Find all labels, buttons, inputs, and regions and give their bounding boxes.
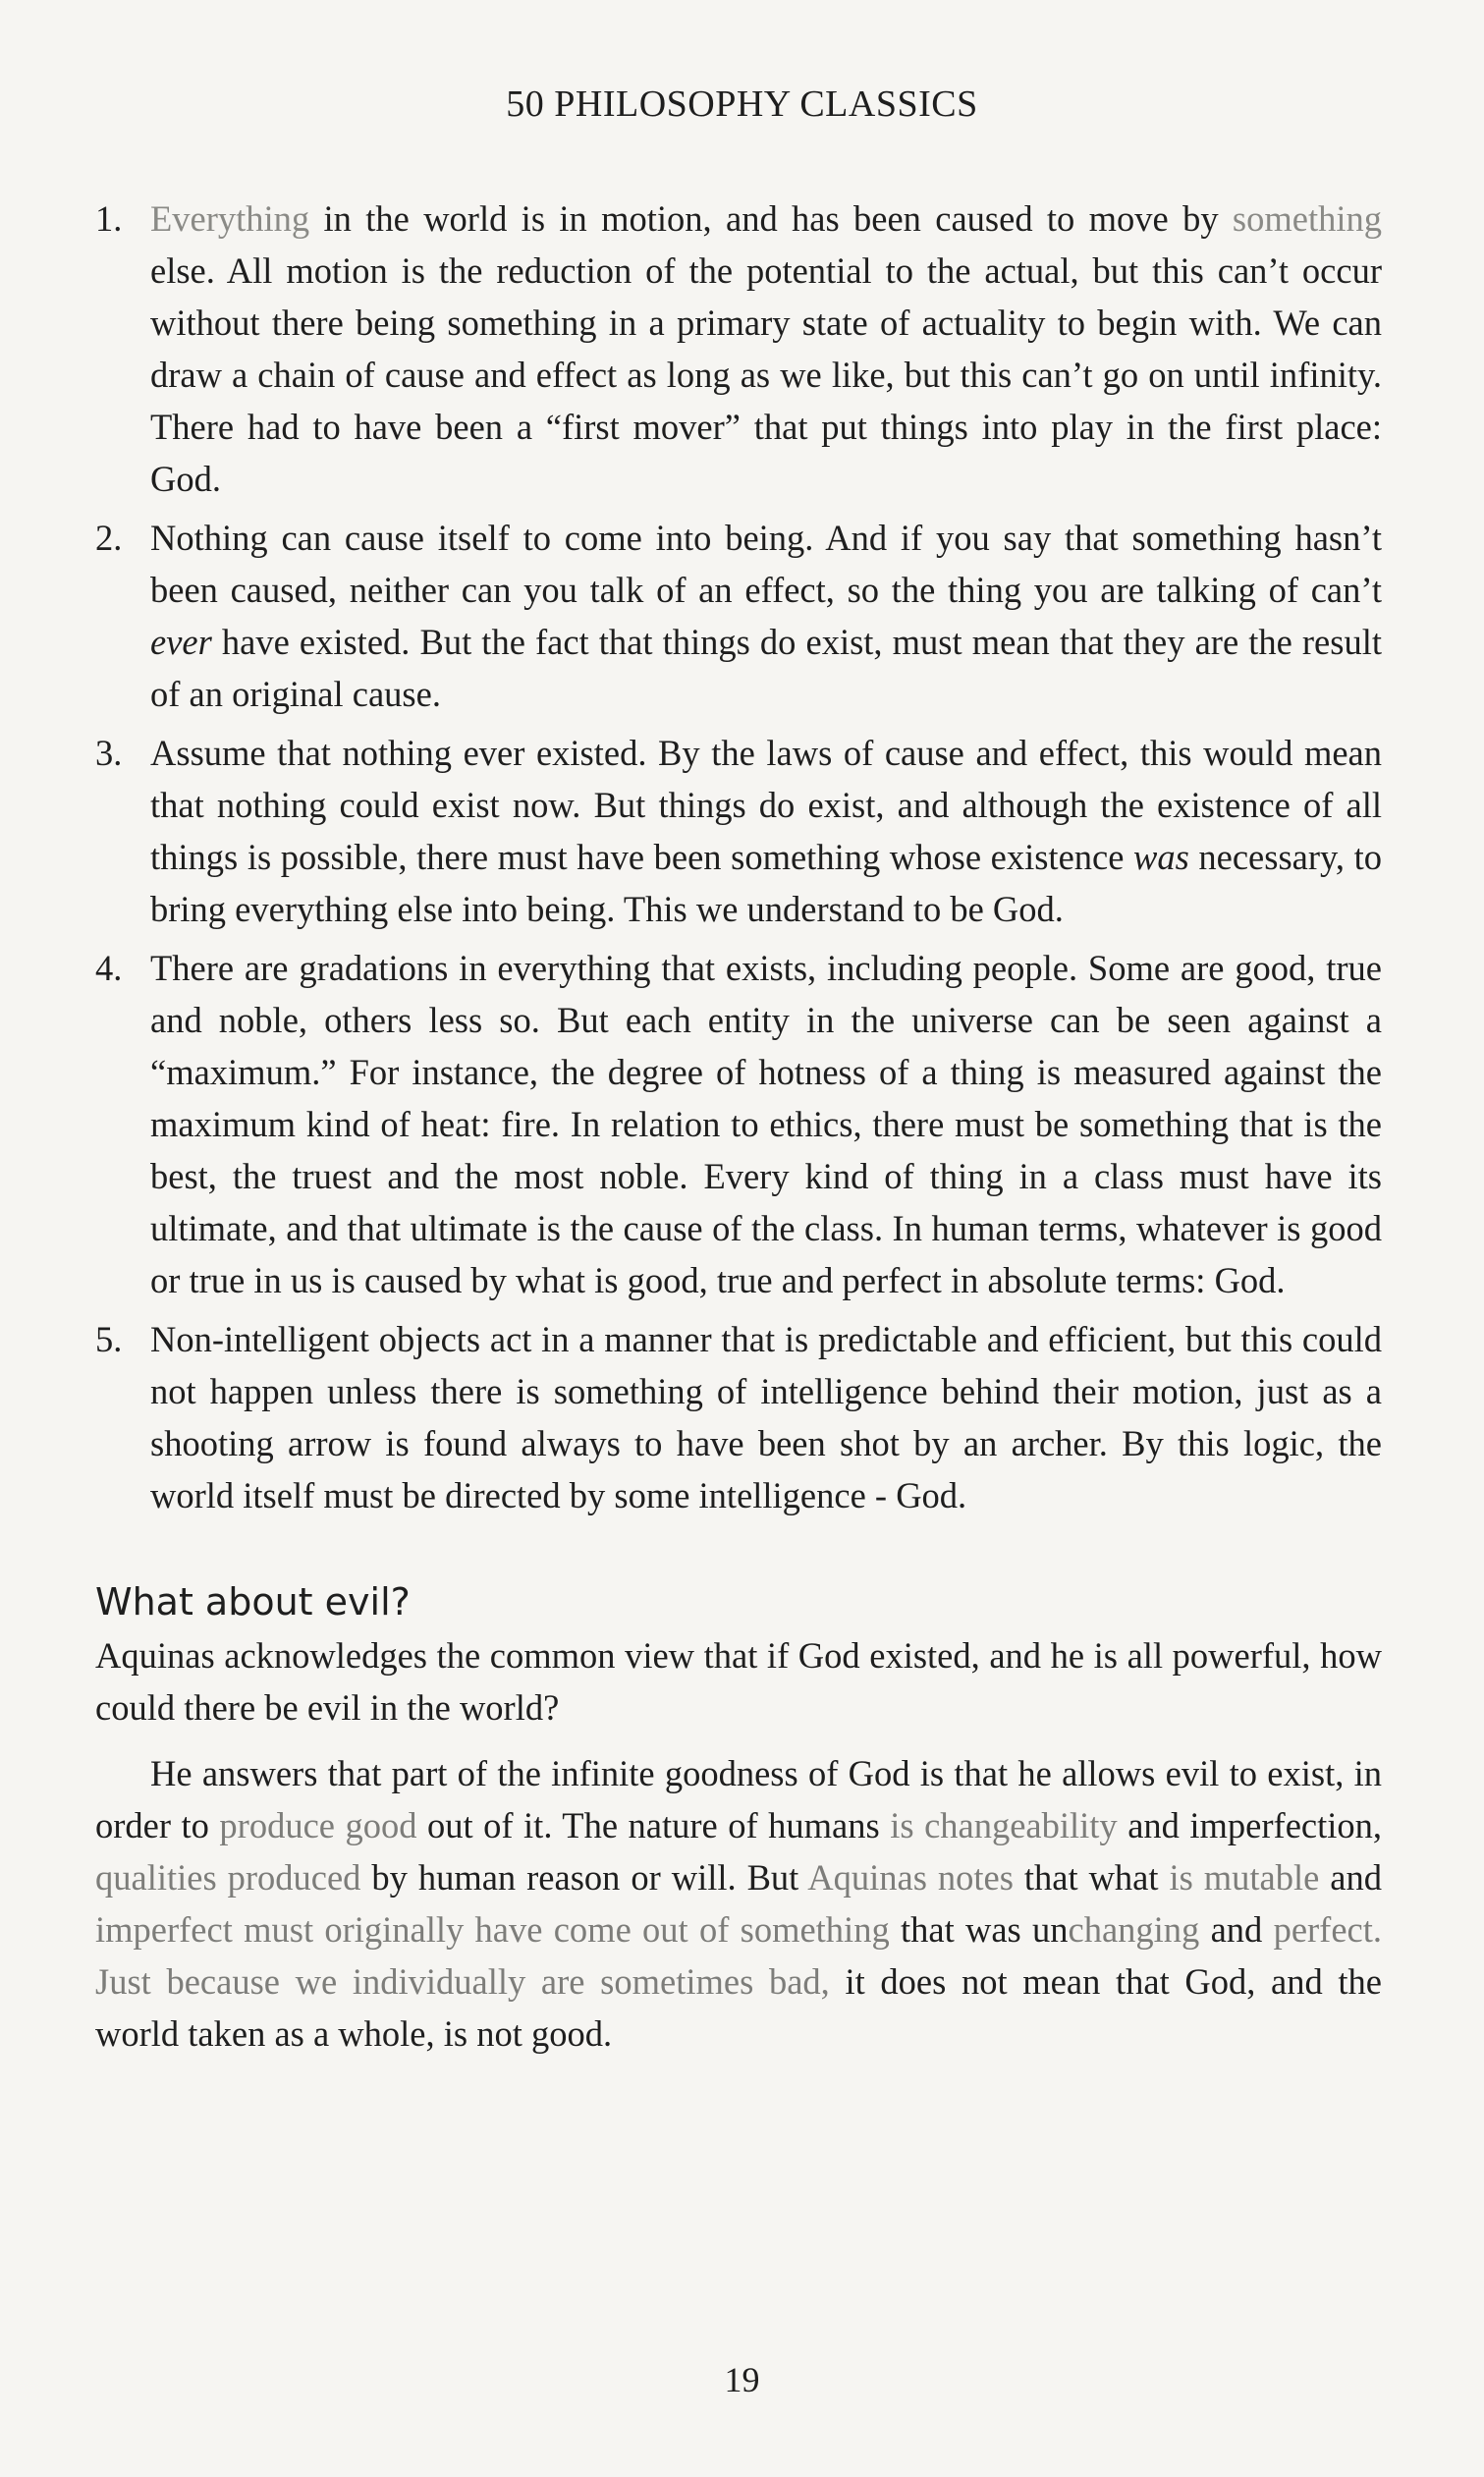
paragraph-text: and <box>1319 1857 1382 1898</box>
faded-text: Everything <box>150 198 310 239</box>
list-item-text: Nothing can cause itself to come into being. And if you say that something hasn’t been caused, neither can you talk of an effect, so the thing you are talking of can’t <box>150 518 1382 610</box>
list-item <box>95 512 1382 720</box>
list-item-number: 4. <box>95 948 123 988</box>
faded-text: qualities produced <box>95 1857 361 1898</box>
faded-text: perfect. Just because we individually are sometimes bad, <box>95 1909 1382 2002</box>
list-item <box>95 193 1382 505</box>
emphasis: ever <box>150 622 212 662</box>
list-item-text: Assume that nothing ever existed. By the laws of cause and effect, this would mean that nothing could exist now. But things do exist, and although the existence of all things is possible, there must have been something whose existence <box>150 733 1382 877</box>
faded-text: produce good <box>219 1805 417 1845</box>
list-item-number: 1. <box>95 198 123 239</box>
paragraph <box>95 1747 1382 2060</box>
emphasis: was <box>1133 837 1189 877</box>
paragraph-text: that what <box>1013 1857 1170 1898</box>
page-body <box>95 193 1382 2060</box>
paragraph-text: and imperfection, <box>1117 1805 1382 1845</box>
list-item-number: 5. <box>95 1319 123 1359</box>
list-item <box>95 1313 1382 1521</box>
list-item-number: 3. <box>95 733 123 773</box>
faded-text: changing <box>1068 1909 1200 1950</box>
list-item <box>95 942 1382 1306</box>
paragraph-text: and <box>1199 1909 1274 1950</box>
faded-text: Aquinas notes <box>807 1857 1014 1898</box>
section-heading: What about evil? <box>95 1580 411 1624</box>
list-item-text: in the world is in motion, and has been caused to move by <box>309 198 1233 239</box>
paragraph-text: out of it. The nature of humans <box>416 1805 891 1845</box>
list-item-text: have existed. But the fact that things do exist, must mean that they are the result of an original cause. <box>150 622 1382 714</box>
list-item-text: Non-intelligent objects act in a manner that is predictable and efficient, but this could not happen unless there is something of intelligence behind their motion, just as a shooting arrow is found always to have been shot by an archer. By this logic, the world itself must be directed by some intelligence - God. <box>150 1319 1382 1515</box>
paragraph-text: by human reason or will. But <box>360 1857 808 1898</box>
running-head: 50 PHILOSOPHY CLASSICS <box>506 83 978 125</box>
faded-text: is mutable <box>1169 1857 1320 1898</box>
page-number: 19 <box>724 2360 760 2399</box>
list-item-number: 2. <box>95 518 123 558</box>
faded-text: is changeability <box>890 1805 1118 1845</box>
paragraph-text: it does not mean that God, and the world taken as a whole, is not good. <box>95 1961 1382 2054</box>
paragraph-text: that was un <box>889 1909 1069 1950</box>
list-item-text: There are gradations in everything that exists, including people. Some are good, true and noble, others less so. But each entity in the universe can be seen against a “maximum.” For instance, the degree of hotness of a thing is measured against the maximum kind of heat: fire. In relation to ethics, there must be something that is the best, the truest and the most noble. Every kind of thing in a class must have its ultimate, and that ultimate is the cause of the class. In human terms, whatever is good or true in us is caused by what is good, true and perfect in absolute terms: God. <box>150 948 1382 1300</box>
paragraph: Aquinas acknowledges the common view that if God existed, and he is all powerful, how could there be evil in the world? <box>95 1635 1382 1728</box>
paragraph-text: He answers that part of the infinite goodness of God is that he allows evil to exist, in order to <box>95 1753 1382 1845</box>
faded-text: imperfect must originally have come out of something <box>95 1909 890 1950</box>
list-item <box>95 727 1382 935</box>
proofs-list <box>95 193 1382 1521</box>
faded-text: something <box>1232 198 1382 239</box>
list-item-text: necessary, to bring everything else into being. This we understand to be God. <box>150 837 1382 929</box>
list-item-text: else. All motion is the reduction of the potential to the actual, but this can’t occur without there being something in a primary state of actuality to begin with. We can draw a chain of cause and effect as long as we like, but this can’t go on until infinity. There had to have been a “first mover” that put things into play in the first place: God. <box>150 250 1382 499</box>
